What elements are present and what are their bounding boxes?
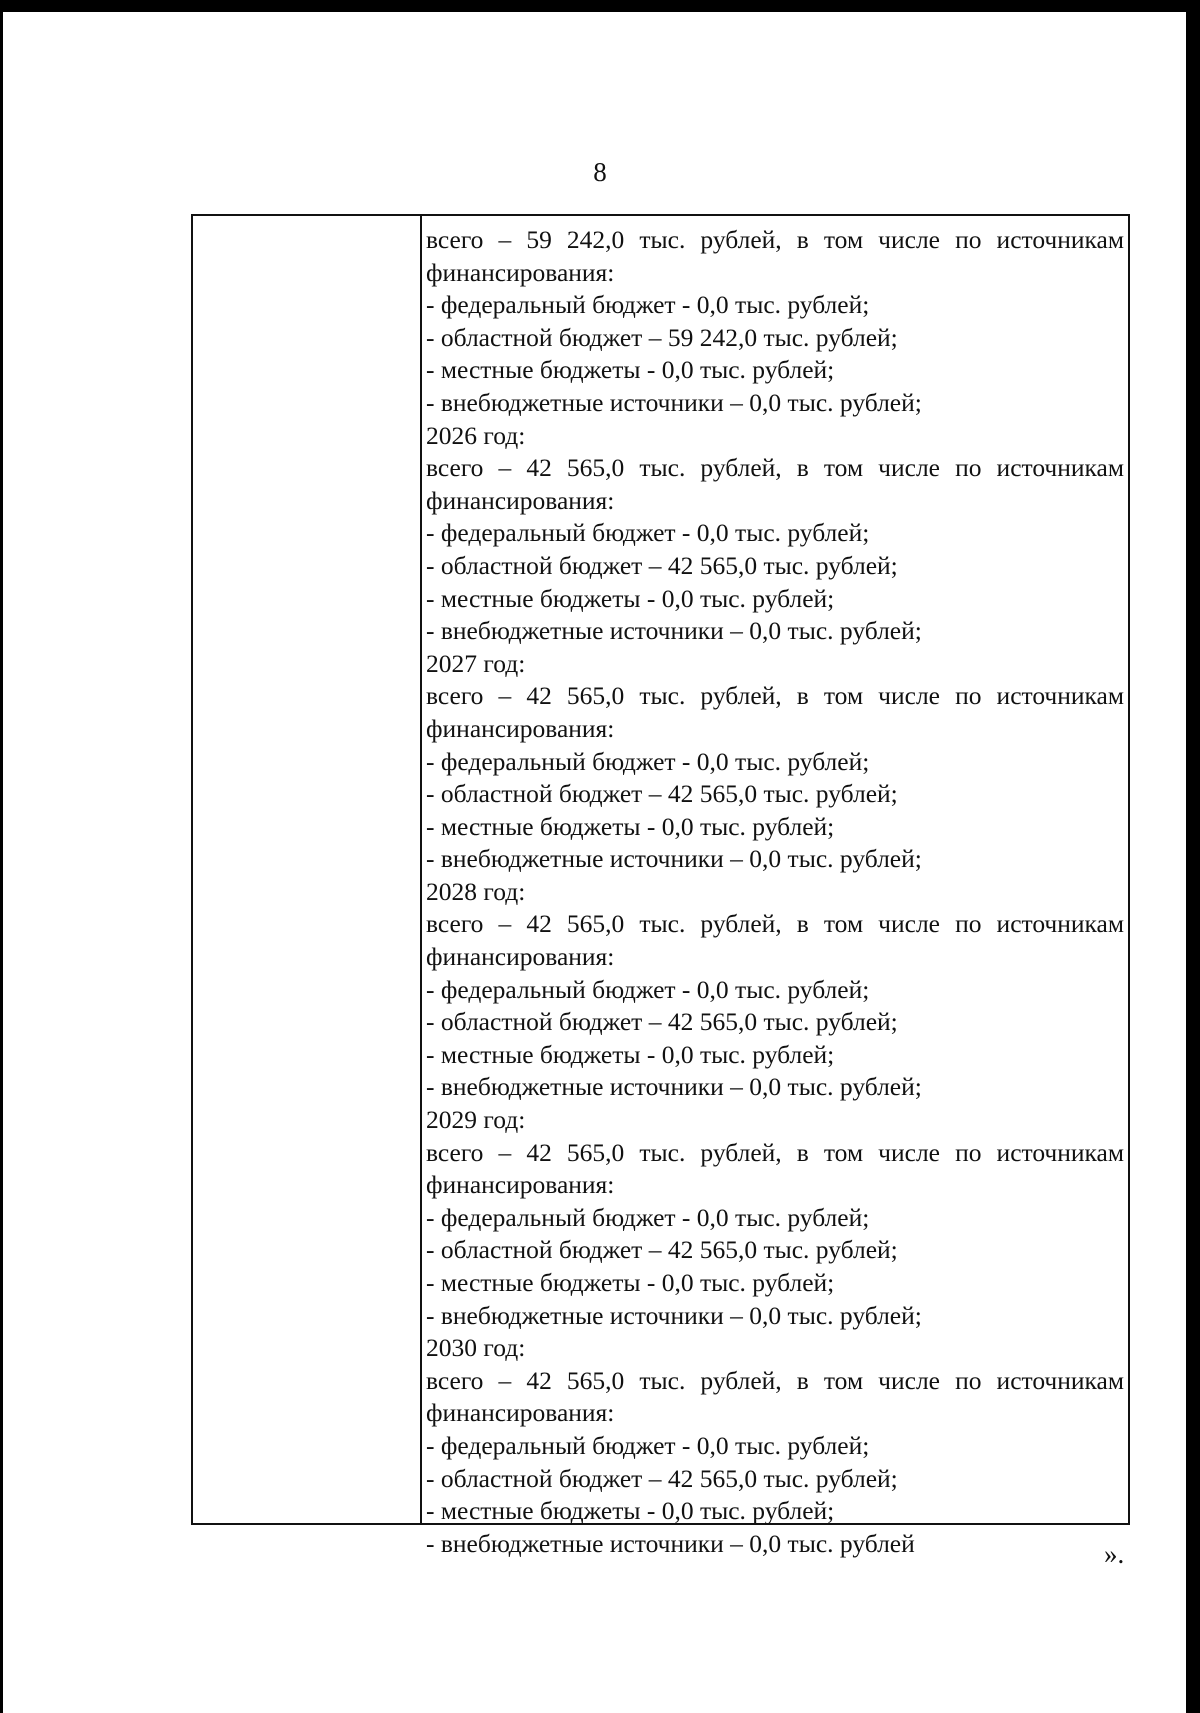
scan-edge-left — [0, 0, 3, 1713]
funding-text-line: - федеральный бюджет - 0,0 тыс. рублей; — [426, 1430, 870, 1460]
funding-text-line: - внебюджетные источники – 0,0 тыс. рублей; — [426, 616, 922, 646]
funding-text-line: всего – 59 242,0 тыс. рублей, в том числе по источникам — [426, 225, 1124, 254]
funding-text-line: 2030 год: — [426, 1333, 526, 1363]
funding-text-line: - внебюджетные источники – 0,0 тыс. рублей; — [426, 387, 922, 417]
funding-text-line: финансирования: — [426, 942, 615, 972]
funding-text-line: всего – 42 565,0 тыс. рублей, в том числе по источникам — [426, 1365, 1124, 1395]
funding-text-line: всего – 42 565,0 тыс. рублей, в том числе по источникам — [426, 681, 1124, 711]
funding-text-line: - внебюджетные источники – 0,0 тыс. рублей; — [426, 1072, 922, 1102]
funding-text-line: - областной бюджет – 42 565,0 тыс. рублей; — [426, 1007, 898, 1037]
funding-text-line: - федеральный бюджет - 0,0 тыс. рублей; — [426, 518, 870, 548]
funding-text-line: - областной бюджет – 42 565,0 тыс. рублей; — [426, 1463, 898, 1493]
funding-text-line: финансирования: — [426, 485, 615, 515]
funding-text-line: - внебюджетные источники – 0,0 тыс. рублей; — [426, 844, 922, 874]
funding-text-line: - местные бюджеты - 0,0 тыс. рублей; — [426, 1039, 835, 1069]
funding-text-line: - местные бюджеты - 0,0 тыс. рублей; — [426, 811, 835, 841]
funding-text-line: финансирования: — [426, 257, 615, 287]
funding-text-line: - федеральный бюджет - 0,0 тыс. рублей; — [426, 290, 870, 320]
funding-text-line: - местные бюджеты - 0,0 тыс. рублей; — [426, 1496, 835, 1526]
funding-text-line: 2029 год: — [426, 1105, 526, 1135]
table-left-cell — [193, 216, 422, 1523]
funding-text-line: всего – 42 565,0 тыс. рублей, в том числе по источникам — [426, 909, 1124, 939]
funding-text-line: - внебюджетные источники – 0,0 тыс. рублей; — [426, 1300, 922, 1330]
table-right-cell — [422, 216, 1128, 1558]
scan-edge-right — [1186, 0, 1200, 1713]
funding-text-line: 2028 год: — [426, 876, 526, 906]
funding-text-line: - федеральный бюджет - 0,0 тыс. рублей; — [426, 1202, 870, 1232]
funding-text-line: - местные бюджеты - 0,0 тыс. рублей; — [426, 583, 835, 613]
funding-text-line: всего – 42 565,0 тыс. рублей, в том числе по источникам — [426, 1137, 1124, 1167]
page-number: 8 — [593, 157, 607, 187]
funding-text-line: - областной бюджет – 42 565,0 тыс. рублей; — [426, 1235, 898, 1265]
funding-text-line: - федеральный бюджет - 0,0 тыс. рублей; — [426, 974, 870, 1004]
funding-text-line: 2027 год: — [426, 648, 526, 678]
scan-edge-top — [0, 0, 1200, 12]
funding-text-line: - местные бюджеты - 0,0 тыс. рублей; — [426, 1268, 835, 1297]
closing-quote: ». — [1104, 1539, 1125, 1569]
funding-text-line: - внебюджетные источники – 0,0 тыс. рублей — [426, 1528, 915, 1558]
funding-text-line: - областной бюджет – 59 242,0 тыс. рублей; — [426, 322, 898, 352]
funding-text-line: финансирования: — [426, 713, 615, 743]
funding-text-line: финансирования: — [426, 1170, 615, 1200]
funding-text-line: 2026 год: — [426, 420, 526, 450]
funding-table — [191, 214, 1130, 1558]
funding-text-line: - местные бюджеты - 0,0 тыс. рублей; — [426, 355, 835, 385]
funding-text-line: - федеральный бюджет - 0,0 тыс. рублей; — [426, 746, 870, 776]
funding-text-line: - областной бюджет – 42 565,0 тыс. рублей; — [426, 550, 898, 580]
funding-text-line: финансирования: — [426, 1398, 615, 1428]
funding-text-line: - областной бюджет – 42 565,0 тыс. рублей; — [426, 779, 898, 809]
funding-text-line: всего – 42 565,0 тыс. рублей, в том числе по источникам — [426, 453, 1124, 483]
